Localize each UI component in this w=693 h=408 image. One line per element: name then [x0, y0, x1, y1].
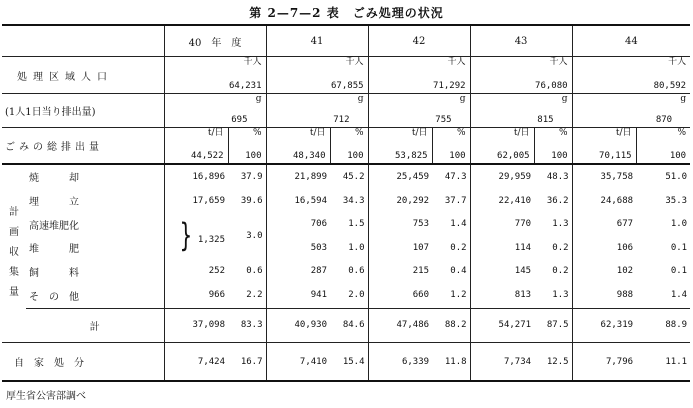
table-title: 第 2—7—2 表 ごみ処理の状況 — [249, 6, 444, 20]
combined-1965-amount: } 1,325 — [164, 213, 228, 260]
plan-group-label: 計 画 収 集 量 — [2, 164, 26, 343]
combined-1965-pct: 3.0 — [246, 230, 263, 241]
plan-row-label: 飼 料 — [29, 267, 79, 279]
total-emission-label: ごみの総排出量 — [2, 127, 164, 163]
plan-row-label: 焼 却 — [29, 173, 79, 185]
population-42: 71,292 — [433, 80, 466, 91]
population-41: 67,855 — [331, 80, 364, 91]
year-header-40: 40 年 度 — [164, 25, 266, 57]
emission-amount-44: 70,115 — [599, 150, 632, 161]
plan-row-label: そ の 他 — [29, 291, 79, 303]
emission-pct-41: 100 — [347, 150, 364, 161]
per-capita-40: 695 — [231, 114, 248, 125]
population-40: 64,231 — [229, 80, 262, 91]
population-label: 処理区域人口 — [2, 57, 164, 93]
emission-pct-44: 100 — [669, 150, 687, 161]
year-header-42: 42 — [368, 25, 470, 57]
self-disposal-label: 自 家 処 分 — [2, 343, 164, 381]
population-43: 76,080 — [535, 80, 568, 91]
source-note: 厚生省公害部調べ — [6, 391, 86, 402]
per-capita-42: 755 — [435, 114, 452, 125]
emission-pct-42: 100 — [449, 150, 466, 161]
emission-amount-41: 48,340 — [293, 150, 326, 161]
year-header-41: 41 — [266, 25, 368, 57]
plan-row-label: 埋 立 — [29, 197, 79, 209]
year-header-44: 44 — [572, 25, 690, 57]
emission-pct-43: 100 — [551, 150, 568, 161]
plan-total-label: 計 — [26, 308, 164, 342]
year-header-43: 43 — [470, 25, 572, 57]
population-44: 80,592 — [653, 80, 687, 91]
per-capita-label: (1人1日当り排出量) — [2, 93, 164, 127]
per-capita-43: 815 — [537, 114, 554, 125]
emission-pct-40: 100 — [245, 150, 262, 161]
emission-amount-42: 53,825 — [395, 150, 428, 161]
emission-amount-43: 62,005 — [497, 150, 530, 161]
emission-amount-40: 44,522 — [190, 150, 224, 161]
plan-row-label: 堆 肥 — [29, 244, 79, 256]
plan-row-label: 高速堆肥化 — [29, 220, 79, 232]
garbage-table: 40 年 度 41 42 43 44 処理区域人口 千人 64,231 千人 67,855 千人 71,292 千人 76,080 千人 80,592 (1人1日当り排出量) g 695 g 712 g 755 g 815 g 870 ごみの総排出量 t/日 44,522 % 100 t/日 48,340 % 100 t/日 53,825 % 100 t/日 62,005 % 100 t/日 70,115 % 100 計 画 収 集 量 焼 却 16,896 37.9 21,899 45.2 25,459 47.3 29,959 48.3 35,758 51.0 埋 立 17,659 39.6 16,594 34.3 20,292 37.7 22,410 36.2 24,688 35.3 高速堆肥化 } 1,325 3.0 706 1.5 753 1.4 770 1.3 677 1.0 堆 肥 503 1.0 107 0.2 114 0.2 106 0.1 飼 料 252 0.6 287 0.6 215 0.4 145 0.2 102 0.1 そ の 他 966 2.2 941 2.0 660 1.2 813 1.3 988 1.4 計 37,098 83.3 40,930 84.6 47,486 88.2 54,271 87.5 62,319 88.9 自 家 処 分 7,424 16.7 7,410 15.4 6,339 11.8 7,734 12.5 7,796 11.1 — [2, 24, 690, 382]
per-capita-41: 712 — [333, 114, 350, 125]
per-capita-44: 870 — [655, 114, 673, 125]
